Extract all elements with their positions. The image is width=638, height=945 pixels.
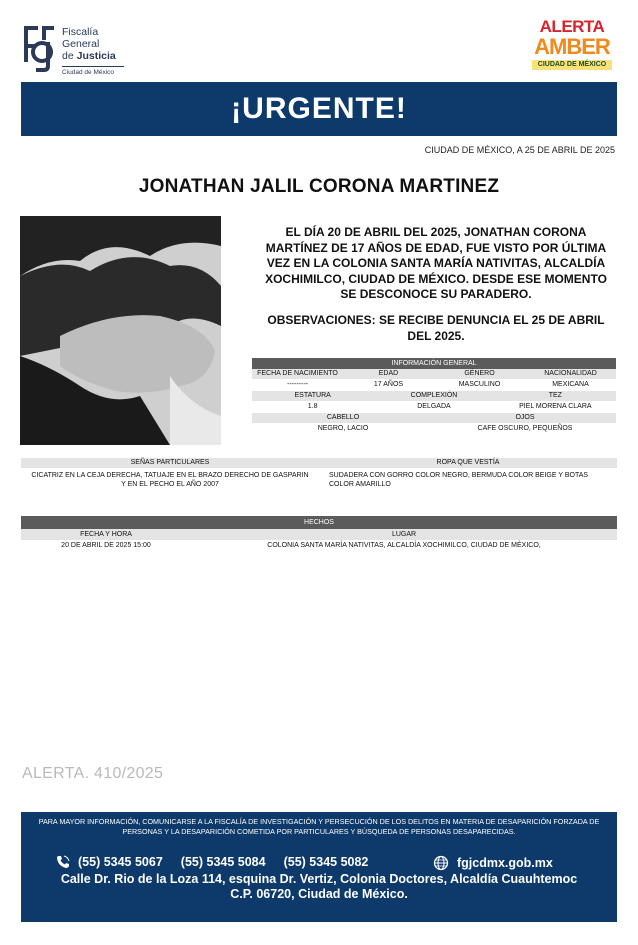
- general-info-labels-row1: [252, 369, 616, 379]
- facts-labels-row: [21, 529, 617, 540]
- facts-table: [21, 516, 617, 552]
- label-distinguishing-marks: SEÑAS PARTICULARES: [130, 459, 210, 466]
- features-labels-row: [21, 458, 617, 468]
- value-build: DELGADA: [417, 403, 451, 410]
- fgj-logo-text: Fiscalía General de Justicia: [62, 26, 116, 62]
- general-info-labels-row3: [252, 413, 616, 423]
- value-distinguishing-marks: CICATRIZ EN LA CEJA DERECHA, TATUAJE EN EL BRAZO DERECHO DE GASPARIN Y EN EL PECHO EL AÑO 2007: [31, 472, 309, 488]
- fgj-logo-subtitle: Ciudad de México: [62, 66, 124, 76]
- value-place: COLONIA SANTA MARÍA NATIVITAS, ALCALDÍA XOCHIMILCO, CIUDAD DE MÉXICO,: [267, 542, 541, 549]
- value-clothing: SUDADERA CON GORRO COLOR NEGRO, BERMUDA COLOR BEIGE Y BOTAS COLOR AMARILLO: [329, 472, 589, 488]
- issue-date: CIUDAD DE MÉXICO, A 25 DE ABRIL DE 2025: [424, 145, 615, 155]
- case-observations: OBSERVACIONES: SE RECIBE DENUNCIA EL 25 DE ABRIL DEL 2025.: [267, 313, 605, 343]
- portrait-image: [20, 216, 221, 445]
- phone-icon: [56, 855, 70, 869]
- label-eyes: OJOS: [515, 414, 535, 421]
- facts-title: HECHOS: [21, 516, 617, 529]
- fgj-logo: [20, 22, 130, 80]
- address: [21, 872, 617, 902]
- case-description: EL DÍA 20 DE ABRIL DEL 2025, JONATHAN CORONA MARTÍNEZ DE 17 AÑOS DE EDAD, FUE VISTO POR ÚLTIMA VEZ EN LA COLONIA SANTA MARÍA NATIVITAS, ALCALDÍA XOCHIMILCO, CIUDAD DE MÉXICO. DESDE ESE MOMENTO SE DESCONOCE SU PARADERO.: [265, 225, 607, 301]
- value-birthdate: ---------: [287, 381, 308, 388]
- person-name: JONATHAN JALIL CORONA MARTINEZ: [138, 176, 500, 197]
- urgent-banner: ¡URGENTE!: [21, 82, 617, 136]
- person-photo: [20, 216, 221, 445]
- amber-line2: AMBER: [534, 34, 610, 59]
- label-nationality: NACIONALIDAD: [544, 370, 597, 377]
- phone-list: [56, 855, 386, 869]
- value-date-time: 20 DE ABRIL DE 2025 15:00: [61, 542, 151, 549]
- features-values-row: [21, 468, 617, 489]
- label-height: ESTATURA: [294, 392, 331, 399]
- value-nationality: MEXICANA: [552, 381, 589, 388]
- label-complexion: TEZ: [548, 392, 562, 399]
- address-line2: C.P. 06720, Ciudad de México.: [230, 887, 408, 901]
- website[interactable]: [433, 855, 553, 871]
- amber-line3: CIUDAD DE MÉXICO: [532, 60, 612, 70]
- footer-info: PARA MAYOR INFORMACIÓN, COMUNICARSE A LA FISCALÍA DE INVESTIGACIÓN Y PERSECUCIÓN DE LOS DELITOS EN MATERIA DE DESAPARICIÓN FORZADA DE PERSONAS Y LA DESAPARICIÓN COMETIDA POR PARTICULARES Y BÚSQUEDA DE PERSONAS DESAPARECIDAS.: [38, 817, 600, 836]
- amber-line1: ALERTA: [539, 17, 605, 36]
- label-hair: CABELLO: [326, 414, 360, 421]
- label-birthdate: FECHA DE NACIMIENTO: [257, 370, 338, 377]
- value-complexion: PIEL MORENA CLARA: [519, 403, 592, 410]
- general-info-values-row1: [252, 379, 616, 391]
- label-build: COMPLEXIÓN: [410, 392, 458, 399]
- phone-3[interactable]: (55) 5345 5082: [283, 855, 369, 869]
- fgj-emblem-icon: [20, 22, 58, 74]
- facts-values-row: [21, 540, 617, 552]
- general-info-table: [252, 358, 616, 435]
- website-link[interactable]: fgjcdmx.gob.mx: [457, 856, 553, 870]
- phone-1[interactable]: (55) 5345 5067: [78, 855, 163, 869]
- general-info-values-row2: [252, 401, 616, 413]
- phone-2[interactable]: (55) 5345 5084: [180, 855, 266, 869]
- value-height: 1.8: [307, 403, 318, 410]
- label-gender: GÉNERO: [464, 370, 495, 377]
- label-place: LUGAR: [391, 531, 417, 538]
- alerta-amber-logo: [532, 18, 612, 80]
- general-info-labels-row2: [252, 391, 616, 401]
- value-age: 17 AÑOS: [373, 381, 404, 388]
- value-hair: NEGRO, LACIO: [317, 425, 369, 432]
- value-gender: MASCULINO: [458, 381, 501, 388]
- value-eyes: CAFE OSCURO, PEQUEÑOS: [477, 425, 573, 432]
- label-clothing: ROPA QUE VESTÍA: [436, 459, 500, 466]
- general-info-title: INFORMACIÓN GENERAL: [252, 358, 616, 369]
- alert-code: ALERTA. 410/2025: [22, 765, 164, 782]
- features-table: [21, 458, 617, 489]
- contact-footer: [21, 812, 617, 922]
- label-date-time: FECHA Y HORA: [80, 531, 132, 538]
- general-info-values-row3: [252, 423, 616, 435]
- globe-icon: [433, 855, 449, 871]
- address-line1: Calle Dr. Rio de la Loza 114, esquina Dr. Vertiz, Colonia Doctores, Alcaldía Cuauhtemoc: [60, 872, 578, 886]
- label-age: EDAD: [378, 370, 399, 377]
